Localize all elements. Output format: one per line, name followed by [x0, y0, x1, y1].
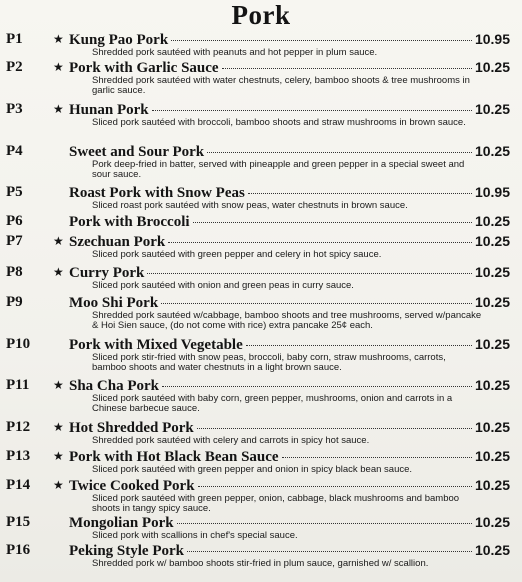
item-code: P9	[6, 294, 23, 310]
dot-leader	[197, 428, 472, 429]
item-description: Shredded pork sautéed with peanuts and hot pepper in plum sauce.	[92, 47, 378, 58]
spicy-star-icon: ★	[53, 478, 64, 492]
item-name: Twice Cooked Pork	[69, 478, 195, 494]
dot-leader	[147, 273, 472, 274]
item-line	[69, 418, 510, 436]
item-code: P12	[6, 419, 31, 435]
dot-leader	[246, 345, 472, 346]
item-code: P6	[6, 213, 23, 229]
item-name: Szechuan Pork	[69, 234, 166, 250]
item-price: 10.25	[474, 419, 510, 435]
item-price: 10.25	[474, 377, 510, 393]
item-description: Sliced pork sautéed with green pepper and celery in hot spicy sauce.	[92, 249, 382, 260]
dot-leader	[207, 152, 472, 153]
item-price: 10.25	[474, 514, 510, 530]
item-description: Shredded pork sautéed w/cabbage, bamboo shoots and tree mushrooms, served w/pancake & Hoi Sien sauce, (do not come with rice) extra pancake 25¢ each.	[92, 310, 482, 331]
item-code: P13	[6, 448, 31, 464]
item-code: P4	[6, 143, 23, 159]
item-description: Sliced roast pork sautéed with snow peas, water chestnuts in brown sauce.	[92, 200, 408, 211]
item-name: Peking Style Pork	[69, 543, 184, 559]
item-line	[69, 293, 510, 311]
item-price: 10.25	[474, 336, 510, 352]
item-line	[69, 476, 510, 494]
item-price: 10.25	[474, 448, 510, 464]
dot-leader	[193, 222, 472, 223]
item-price: 10.25	[474, 542, 510, 558]
dot-leader	[177, 523, 472, 524]
dot-leader	[171, 40, 472, 41]
item-line	[69, 263, 510, 281]
dot-leader	[162, 386, 472, 387]
item-name: Pork with Mixed Vegetable	[69, 337, 243, 353]
item-description: Sliced pork sautéed with broccoli, bamboo shoots and straw mushrooms in brown sauce.	[92, 117, 466, 128]
item-line	[69, 212, 510, 230]
item-code: P10	[6, 336, 31, 352]
dot-leader	[168, 242, 472, 243]
spicy-star-icon: ★	[53, 449, 64, 463]
item-name: Sweet and Sour Pork	[69, 144, 205, 160]
item-line	[69, 335, 510, 353]
item-price: 10.25	[474, 294, 510, 310]
item-price: 10.25	[474, 233, 510, 249]
item-price: 10.25	[474, 59, 510, 75]
item-code: P5	[6, 184, 23, 200]
item-price: 10.25	[474, 264, 510, 280]
item-code: P1	[6, 31, 23, 47]
dot-leader	[187, 551, 472, 552]
item-description: Sliced pork with scallions in chef's special sauce.	[92, 530, 298, 541]
item-name: Mongolian Pork	[69, 515, 174, 531]
spicy-star-icon: ★	[53, 265, 64, 279]
item-price: 10.25	[474, 477, 510, 493]
item-code: P3	[6, 101, 23, 117]
item-name: Curry Pork	[69, 265, 145, 281]
item-description: Shredded pork sautéed with celery and carrots in spicy hot sauce.	[92, 435, 370, 446]
spicy-star-icon: ★	[53, 234, 64, 248]
item-price: 10.95	[474, 184, 510, 200]
item-description: Sliced pork sautéed with green pepper, onion, cabbage, black mushrooms and bamboo shoots in tangy spicy sauce.	[92, 493, 460, 514]
item-name: Hot Shredded Pork	[69, 420, 194, 436]
item-code: P8	[6, 264, 23, 280]
dot-leader	[161, 303, 472, 304]
item-line	[69, 142, 510, 160]
item-description: Shredded pork w/ bamboo shoots stir-fried in plum sauce, garnished w/ scallion.	[92, 558, 429, 569]
dot-leader	[198, 486, 472, 487]
item-code: P14	[6, 477, 31, 493]
item-line	[69, 100, 510, 118]
item-price: 10.25	[474, 101, 510, 117]
item-description: Pork deep-fried in batter, served with pineapple and green pepper in a special sweet and sour sauce.	[92, 159, 465, 180]
item-name: Sha Cha Pork	[69, 378, 160, 394]
item-line	[69, 30, 510, 48]
item-line	[69, 183, 510, 201]
dot-leader	[248, 193, 472, 194]
dot-leader	[152, 110, 472, 111]
item-line	[69, 541, 510, 559]
spicy-star-icon: ★	[53, 32, 64, 46]
item-code: P7	[6, 233, 23, 249]
item-line	[69, 58, 510, 76]
item-code: P15	[6, 514, 31, 530]
item-code: P2	[6, 59, 23, 75]
item-name: Hunan Pork	[69, 102, 149, 118]
item-name: Moo Shi Pork	[69, 295, 159, 311]
item-description: Shredded pork sautéed with water chestnuts, celery, bamboo shoots & tree mushrooms in garlic sauce.	[92, 75, 470, 96]
item-price: 10.25	[474, 213, 510, 229]
item-line	[69, 513, 510, 531]
item-name: Pork with Broccoli	[69, 214, 190, 230]
spicy-star-icon: ★	[53, 420, 64, 434]
spicy-star-icon: ★	[53, 378, 64, 392]
item-code: P11	[6, 377, 30, 393]
item-name: Roast Pork with Snow Peas	[69, 185, 245, 201]
section-title: Pork	[231, 0, 291, 30]
item-line	[69, 447, 510, 465]
dot-leader	[222, 68, 472, 69]
item-code: P16	[6, 542, 31, 558]
item-description: Sliced pork sautéed with onion and green peas in curry sauce.	[92, 280, 354, 291]
spicy-star-icon: ★	[53, 60, 64, 74]
spicy-star-icon: ★	[53, 102, 64, 116]
item-line	[69, 376, 510, 394]
item-description: Sliced pork sautéed with baby corn, green pepper, mushrooms, onion and carrots in a Chinese barbecue sauce.	[92, 393, 453, 414]
item-price: 10.95	[474, 31, 510, 47]
dot-leader	[282, 457, 472, 458]
item-name: Pork with Hot Black Bean Sauce	[69, 449, 279, 465]
item-description: Sliced pork sautéed with green pepper and onion in spicy black bean sauce.	[92, 464, 413, 475]
item-price: 10.25	[474, 143, 510, 159]
item-description: Sliced pork stir-fried with snow peas, broccoli, baby corn, straw mushrooms, carrots, bamboo shoots and water chestnuts in a light brown sauce.	[92, 352, 446, 373]
item-name: Pork with Garlic Sauce	[69, 60, 219, 76]
item-name: Kung Pao Pork	[69, 32, 169, 48]
item-line	[69, 232, 510, 250]
